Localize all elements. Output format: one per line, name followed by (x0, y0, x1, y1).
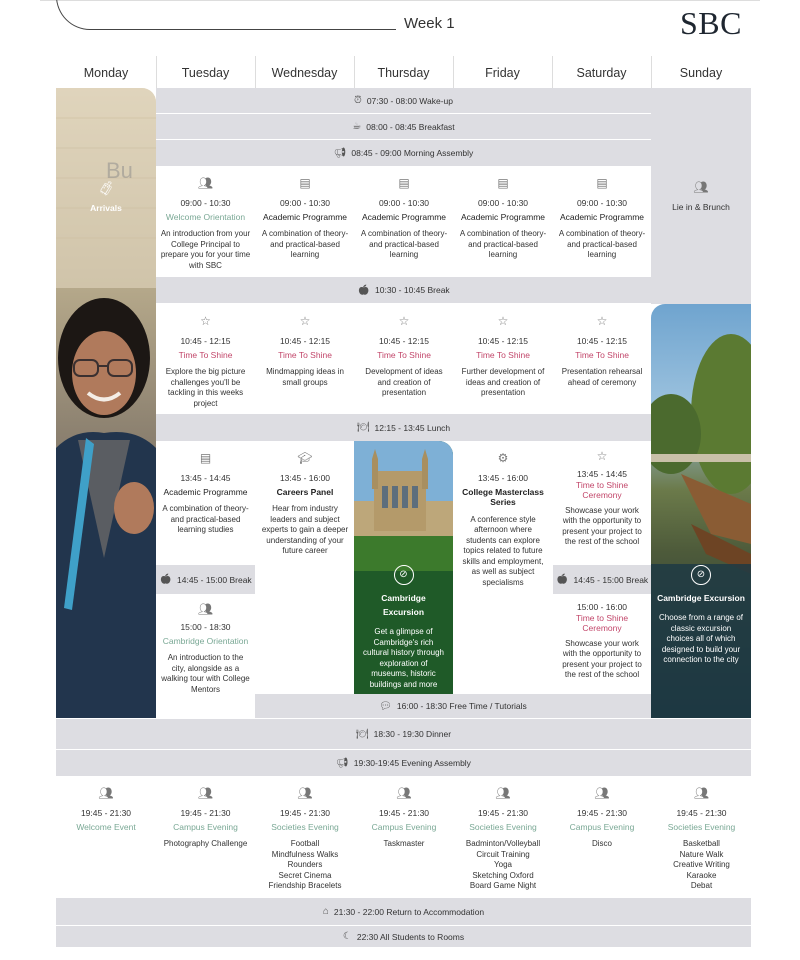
band-saturday-break: 🍎︎ 14:45 - 15:00 Break (553, 565, 651, 594)
monday-evening-card: 👥︎ 19:45 - 21:30 Welcome Event (56, 776, 156, 898)
day-header-thursday: Thursday (377, 66, 430, 80)
star-icon: ☆ (596, 314, 608, 328)
home-icon: ⌂ (322, 906, 329, 917)
wednesday-evening-card: 👥︎ 19:45 - 21:30 Societies Evening Football Mindfulness Walks Rounders Secret Cinema Friendship Bracelets (256, 776, 354, 898)
band-rooms: ☾ 22:30 All Students to Rooms (56, 926, 751, 947)
people-icon: 👥︎ (197, 176, 214, 190)
sunday-evening-card: 👥︎ 19:45 - 21:30 Societies Evening Basketball Nature Walk Creative Writing Karaoke Debat (652, 776, 751, 898)
wednesday-academic-card: ▤ 09:00 - 10:30 Academic Programme A combination of theory- and practical-based learning (256, 166, 354, 277)
band-return-accommodation: ⌂ 21:30 - 22:00 Return to Accommodation (56, 898, 751, 925)
wednesday-time-to-shine-card: ☆ 10:45 - 12:15 Time To Shine Mindmapping ideas in small groups (256, 304, 354, 414)
people-icon: 👥︎ (197, 786, 214, 800)
star-icon: ☆ (596, 449, 608, 463)
apple-icon: 🍎︎ (357, 284, 371, 296)
saturday-time-to-shine-card: ☆ 10:45 - 12:15 Time To Shine Presentation rehearsal ahead of ceremony (553, 304, 651, 414)
day-header-sunday: Sunday (679, 66, 723, 80)
megaphone-icon: 📢︎ (336, 757, 349, 769)
day-header-saturday: Saturday (576, 66, 627, 80)
people-icon: 👥︎ (297, 786, 313, 800)
friday-academic-card: ▤ 09:00 - 10:30 Academic Programme A combination of theory- and practical-based learning (454, 166, 552, 277)
band-dinner: 🍽︎ 18:30 - 19:30 Dinner (56, 719, 751, 749)
band-free-time: 💬︎ 16:00 - 18:30 Free Time / Tutorials (255, 694, 651, 718)
wednesday-careers-panel-card: 🎓︎ 13:45 - 16:00 Careers Panel Hear from industry leaders and subject experts to gain a deeper understanding of your future career (256, 441, 354, 694)
compass-icon: ⊘ (691, 565, 711, 585)
people-icon: 👥︎ (594, 786, 610, 800)
star-icon: ☆ (200, 314, 211, 328)
arrivals-label: 🧳︎ Arrivals (90, 180, 122, 213)
saturday-academic-card: ▤ 09:00 - 10:30 Academic Programme A combination of theory- and practical-based learning (553, 166, 651, 277)
svg-text:Bu: Bu (106, 158, 133, 183)
sunday-lie-in: 👥︎ Lie in & Brunch (672, 180, 730, 212)
band-breakfast: ☕︎ 08:00 - 08:45 Breakfast (156, 114, 651, 139)
band-lunch: 🍽︎ 12:15 - 13:45 Lunch (156, 414, 651, 441)
day-header-monday: Monday (83, 66, 129, 80)
friday-masterclass-card: ⚙︎ 13:45 - 16:00 College Masterclass Series A conference style afternoon where students can explore topics related to future skills and employment, as well as subject specialisms (454, 441, 552, 694)
moon-icon: ☾ (342, 931, 352, 942)
people-icon: 👥︎ (98, 786, 114, 800)
saturday-evening-card: 👥︎ 19:45 - 21:30 Campus Evening Disco (553, 776, 651, 898)
day-header-friday: Friday (485, 66, 520, 80)
tuesday-cambridge-orientation-card: 👥︎ 15:00 - 18:30 Cambridge Orientation An introduction to the city, alongside as a walking tour with College Mentors (156, 594, 255, 718)
band-break-morning: 🍎︎ 10:30 - 10:45 Break (156, 277, 651, 303)
thursday-academic-card: ▤ 09:00 - 10:30 Academic Programme A combination of theory- and practical-based learning (355, 166, 453, 277)
star-icon: ☆ (398, 314, 410, 328)
band-wake-up: ⏰︎ 07:30 - 08:00 Wake-up (156, 88, 651, 113)
star-icon: ☆ (497, 314, 509, 328)
week-title: Week 1 (404, 15, 455, 32)
suitcase-icon: 🧳︎ (97, 180, 115, 196)
day-header-wednesday: Wednesday (271, 66, 338, 80)
graduation-cap-icon: 🎓︎ (297, 451, 313, 465)
thursday-excursion-info: ⊘ Cambridge Excursion Get a glimpse of Cambridge's rich cultural history through exploration of museums, historic buildings and more (354, 565, 453, 690)
people-icon: 👥︎ (197, 602, 214, 616)
day-header-tuesday: Tuesday (181, 66, 230, 80)
header-curve-decoration (56, 0, 396, 30)
star-icon: ☆ (299, 314, 311, 328)
thursday-time-to-shine-card: ☆ 10:45 - 12:15 Time To Shine Development of ideas and creation of presentation (355, 304, 453, 414)
friday-time-to-shine-card: ☆ 10:45 - 12:15 Time To Shine Further development of ideas and creation of presentation (454, 304, 552, 414)
people-icon: 👥︎ (495, 786, 511, 800)
book-icon: ▤ (299, 176, 311, 190)
sunday-excursion-info: ⊘ Cambridge Excursion Choose from a range of classic excursion choices all of which designed to build your connection to the city (651, 565, 751, 666)
tuesday-academic-afternoon-card: ▤ 13:45 - 14:45 Academic Programme A combination of theory- and practical-based learning studies (156, 441, 255, 565)
book-icon: ▤ (199, 451, 212, 465)
saturday-ceremony-card-2: 15:00 - 16:00 Time to Shine Ceremony Showcase your work with the opportunity to present your project to the rest of the school (553, 594, 651, 694)
plate-icon: 🍽︎ (356, 422, 370, 433)
book-icon: ▤ (596, 176, 608, 190)
apple-icon: 🍎︎ (159, 574, 173, 585)
tuesday-welcome-orientation-card: 👥︎ 09:00 - 10:30 Welcome Orientation An introduction from your College Principal to prepare you for your time with SBC (156, 166, 255, 277)
alarm-clock-icon: ⏰︎ (354, 95, 362, 106)
chat-icon: 💬︎ (379, 700, 392, 712)
sbc-logo: SBC (680, 5, 742, 41)
megaphone-icon: 📢︎ (333, 147, 347, 159)
book-icon: ▤ (398, 176, 410, 190)
tuesday-evening-card: 👥︎ 19:45 - 21:30 Campus Evening Photography Challenge (156, 776, 255, 898)
apple-icon: 🍎︎ (555, 574, 569, 585)
people-icon: 👥︎ (693, 786, 710, 800)
cup-icon: ☕︎ (352, 121, 362, 132)
compass-icon: ⊘ (394, 565, 414, 585)
band-tuesday-break: 🍎︎ 14:45 - 15:00 Break (156, 565, 255, 594)
people-icon: 👥︎ (396, 786, 412, 800)
book-icon: ▤ (497, 176, 509, 190)
saturday-ceremony-card-1: ☆ 13:45 - 14:45 Time to Shine Ceremony Showcase your work with the opportunity to present your project to the rest of the school (553, 441, 651, 565)
thursday-evening-card: 👥︎ 19:45 - 21:30 Campus Evening Taskmaster (355, 776, 453, 898)
friday-evening-card: 👥︎ 19:45 - 21:30 Societies Evening Badminton/Volleyball Circuit Training Yoga Sketching Oxford Board Game Night (454, 776, 552, 898)
plate-icon: 🍽︎ (355, 728, 369, 740)
tuesday-time-to-shine-card: ☆ 10:45 - 12:15 Time To Shine Explore the big picture challenges you'll be tackling in this weeks project (156, 304, 255, 414)
people-icon: 👥︎ (693, 180, 709, 194)
gear-icon: ⚙︎ (497, 451, 509, 465)
band-morning-assembly: 📢︎ 08:45 - 09:00 Morning Assembly (156, 140, 651, 166)
band-evening-assembly: 📢︎ 19:30-19:45 Evening Assembly (56, 750, 751, 776)
